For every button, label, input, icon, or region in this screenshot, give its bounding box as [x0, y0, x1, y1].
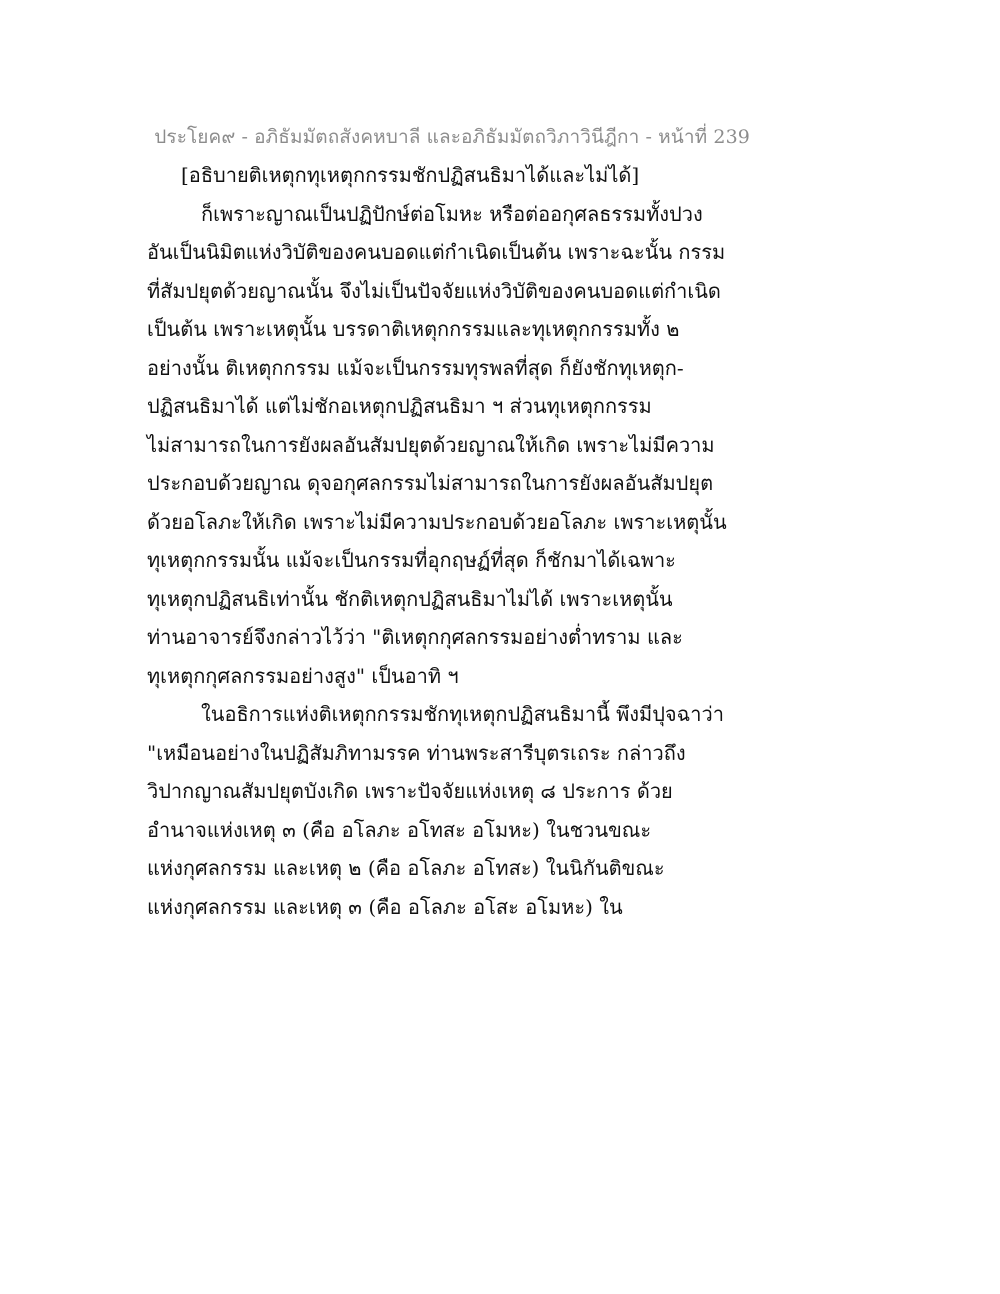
paragraph-line: "เหมือนอย่างในปฏิสัมภิทามรรค ท่านพระสารีบุตรเถระ กล่าวถึง [147, 740, 686, 765]
paragraph-line: เป็นต้น เพราะเหตุนั้น บรรดาติเหตุกกรรมและทุเหตุกกรรมทั้ง ๒ [147, 317, 680, 341]
paragraph-line: วิปากญาณสัมปยุตบังเกิด เพราะปัจจัยแห่งเหตุ ๘ ประการ ด้วย [147, 779, 673, 803]
paragraph-line: ทุเหตุกกรรมนั้น แม้จะเป็นกรรมที่อุกฤษฏ์ที่สุด ก็ชักมาได้เฉพาะ [147, 548, 676, 572]
paragraph-line: ท่านอาจารย์จึงกล่าวไว้ว่า "ติเหตุกกุศลกรรมอย่างต่ำทราม และ [147, 625, 683, 649]
section-heading: [อธิบายติเหตุกทุเหตุกกรรมชักปฏิสนธิมาได้และไม่ได้] [181, 163, 640, 187]
paragraph-line: ก็เพราะญาณเป็นปฏิปักษ์ต่อโมหะ หรือต่ออกุศลธรรมทั้งปวง [201, 201, 703, 226]
paragraph-line: ในอธิการแห่งติเหตุกกรรมชักทุเหตุกปฏิสนธิมานี้ พึงมีปุจฉาว่า [201, 702, 724, 726]
paragraph-line: แห่งกุศลกรรม และเหตุ ๒ (คือ อโลภะ อโทสะ) ในนิกันติขณะ [147, 856, 665, 880]
paragraph-line: ทุเหตุกกุศลกรรมอย่างสูง" เป็นอาทิ ฯ [147, 663, 459, 688]
paragraph-line: ที่สัมปยุตด้วยญาณนั้น จึงไม่เป็นปัจจัยแห่งวิบัติของคนบอดแต่กำเนิด [147, 278, 721, 303]
paragraph-line: ทุเหตุกปฏิสนธิเท่านั้น ชักติเหตุกปฏิสนธิมาไม่ได้ เพราะเหตุนั้น [147, 586, 673, 611]
running-header: ประโยค๙ - อภิธัมมัตถสังคหบาลี และอภิธัมมัตถวิภาวินีฎีกา - หน้าที่ 239 [154, 126, 750, 148]
paragraph-line: ปฏิสนธิมาได้ แต่ไม่ชักอเหตุกปฏิสนธิมา ฯ ส่วนทุเหตุกกรรม [147, 394, 652, 418]
paragraph-line: อย่างนั้น ติเหตุกกรรม แม้จะเป็นกรรมทุรพลที่สุด ก็ยังชักทุเหตุก- [147, 355, 684, 380]
paragraph-line: ประกอบด้วยญาณ ดุจอกุศลกรรมไม่สามารถในการยังผลอันสัมปยุต [147, 471, 714, 495]
paragraph-line: ด้วยอโลภะให้เกิด เพราะไม่มีความประกอบด้วยอโลภะ เพราะเหตุนั้น [147, 509, 727, 534]
body-text [147, 156, 727, 926]
paragraph-line: อำนาจแห่งเหตุ ๓ (คือ อโลภะ อโทสะ อโมหะ) ในชวนขณะ [147, 817, 652, 842]
paragraph-line: ไม่สามารถในการยังผลอันสัมปยุตด้วยญาณให้เกิด เพราะไม่มีความ [147, 432, 715, 457]
paragraph-line: อันเป็นนิมิตแห่งวิบัติของคนบอดแต่กำเนิดเป็นต้น เพราะฉะนั้น กรรม [147, 240, 726, 264]
paragraph-line: แห่งกุศลกรรม และเหตุ ๓ (คือ อโลภะ อโสะ อโมหะ) ใน [147, 894, 623, 919]
